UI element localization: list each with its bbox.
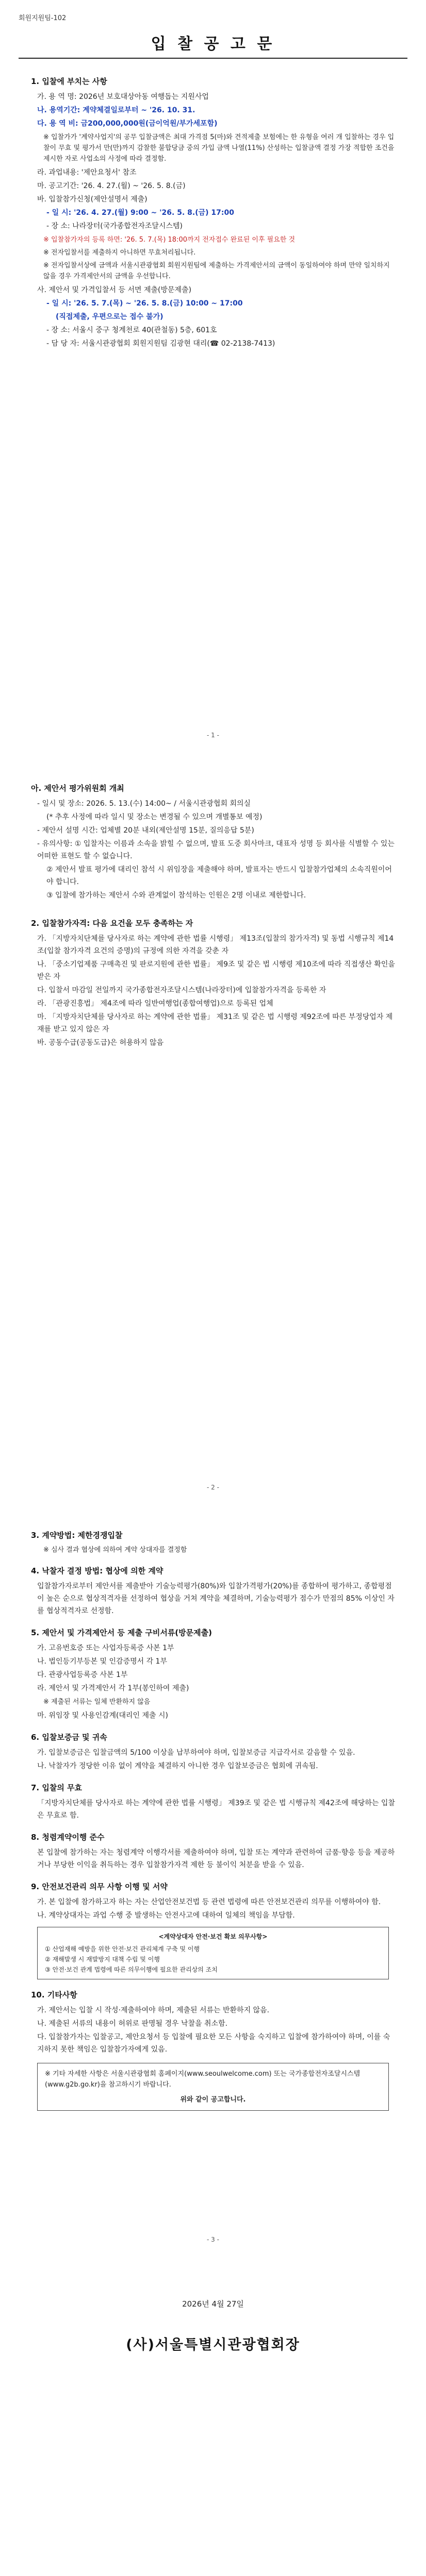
submission-place: - 장 소: 서울시 중구 청계천로 40(관철동) 5층, 601호 [46,326,217,334]
cost-note: ※ 입찰가가 '계약사업지'의 공무 입찰금액은 최대 가격점 5(마)와 견적제출 보험에는 한 유형을 여러 개 입찰하는 경우 입찰이 무효 및 평가서 만(만)까지 감찰한 불합당금 중의 가입 금액 나열(11%) 산성하는 입찰금액 결정 가장 적합한 조건을 제시한 자로 사업소의 사정에 따라 결정함. [43,133,395,163]
title-divider [19,58,407,59]
submission-time: - 일 시: '26. 5. 7.(목) ~ '26. 5. 8.(금) 10:00 ~ 17:00 [46,299,243,308]
section-8-title: 8. 청렴계약이행 준수 [31,1833,105,1842]
section-10-title: 10. 기타사항 [31,1990,77,1999]
misc-a: 가. 제안서는 입찰 시 작성·제출하여야 하며, 제출된 서류는 반환하지 않음. [37,2006,270,2014]
page-number: - 2 - [207,1484,219,1491]
proposal-submission: 사. 제안서 및 가격입찰서 등 서면 제출(방문제출) [37,286,192,294]
section-6-title: 6. 입찰보증금 및 귀속 [31,1733,107,1742]
section-7-title: 7. 입찰의 무효 [31,1783,83,1792]
document-page-2 [0,752,426,1504]
qualification-b: 나. 「중소기업제품 구매촉진 및 판로지원에 관한 법률」 제9조 및 같은 법 시행령 제10조에 따라 직접생산 확인을 받은 자 [37,960,395,981]
notice-date: 2026년 4월 27일 [182,2299,244,2309]
contact-person: - 담 당 자: 서울시관광협회 회원지원팀 김광현 대리(☎ 02-2138-7413) [46,340,275,348]
document-page-4 [0,2257,426,2576]
safety-box-item: ② 재해발생 시 재발방지 대책 수립 및 이행 [45,1956,160,1963]
qualification-f: 바. 공동수급(공동도급)은 허용하지 않음 [37,1039,164,1047]
document-page-1 [0,0,426,752]
caution-3: ③ 입찰에 참가하는 제안서 수와 관계없이 참석하는 인원은 2명 이내로 제한합니다. [46,891,306,900]
qualification-d: 라. 「관광진흥법」 제4조에 따라 일반여행업(종합여행업)으로 등록된 업체 [37,999,273,1008]
contract-note: ※ 심사 결과 협상에 의하여 계약 상대자를 결정함 [43,1546,187,1554]
qualification-c: 다. 입찰서 마감일 전일까지 국가종합전자조달시스템(나라장터)에 입찰참가자격을 등록한 자 [37,986,326,994]
doc-a: 가. 고유번호증 또는 사업자등록증 사본 1부 [37,1644,174,1652]
bid-note-1: ※ 입찰참가자의 등록 하면: '26. 5. 7.(목) 18:00까지 전자접수 완료된 이후 필요한 것 [43,236,296,244]
misc-b: 나. 제출된 서류의 내용이 허위로 판명될 경우 낙찰을 취소함. [37,2020,228,2028]
service-cost: 다. 용 역 비: 금200,000,000원(금이억원/부가세포함) [37,120,218,128]
evaluation-time: - 일시 및 장소: 2026. 5. 13.(수) 14:00~ / 서울시관광협회 회의실 [37,800,251,808]
doc-d-note: ※ 제출된 서류는 일체 반환하지 않음 [43,1698,151,1706]
doc-d: 라. 제안서 및 가격제안서 각 1부(봉인하여 제출) [37,1684,189,1692]
caution-1: - 유의사항: ① 입찰자는 이름과 소속을 밝힐 수 없으며, 발표 도중 회사마크, 대표자 성명 등 회사를 식별할 수 있는 어떠한 표현도 할 수 없습니다. [37,840,395,860]
task-content: 라. 과업내용: '제안요청서' 참조 [37,168,137,177]
document-number: 회원지원팀-102 [19,14,67,22]
qualification-e: 마. 「지방자치단체를 당사자로 하는 계약에 관한 법률」 제31조 및 같은 법 시행령 제92조에 따른 부정당업자 제재를 받고 있지 않은 자 [37,1013,393,1033]
award-method: 입찰참가자로부터 제안서를 제출받아 기술능력평가(80%)와 입찰가격평가(20%)를 종합하여 평가하고, 종합평점이 높은 순으로 협상적격자를 선정하여 협상을 거쳐 계약을 체결하며, 기술능력평가 점수가 만점의 85% 이상인 자를 협상적격자로 선정함. [37,1582,395,1615]
document-page-3 [0,1504,426,2257]
invalid-bid: 「지방자치단체를 당사자로 하는 계약에 관한 법률 시행령」 제39조 및 같은 법 시행규칙 제42조에 해당하는 입찰은 무효로 함. [37,1799,395,1820]
safety-a: 가. 본 입찰에 참가하고자 하는 자는 산업안전보건법 등 관련 법령에 따른 안전보건관리 의무를 이행하여야 함. [37,1898,381,1906]
safety-box-title: <계약상대자 안전·보건 확보 의무사항> [158,1933,268,1940]
safety-box [37,1927,389,1979]
section-3-title: 3. 계약방법: 제한경쟁입찰 [31,1531,123,1540]
section-5-title: 5. 제안서 및 가격제안서 등 제출 구비서류(방문제출) [31,1628,212,1637]
section-9-title: 9. 안전보건관리 의무 사항 이행 및 서약 [31,1882,168,1891]
evaluation-title: 아. 제안서 평가위원회 개최 [31,784,124,793]
doc-b: 나. 법인등기부등본 및 인감증명서 각 1부 [37,1657,167,1666]
section-1 [31,66,395,351]
qualification-a: 가. 「지방자치단체를 당사자로 하는 계약에 관한 법률 시행령」 제13조(입찰의 참가자격) 및 동법 시행규칙 제14조(입찰 참가자격 요건의 증명)의 규정에 의한 자격을 갖춘 자 [37,935,394,955]
presentation-time: - 제안서 설명 시간: 업체별 20분 내외(제안설명 15분, 질의응답 5분) [37,826,254,835]
bid-note-2: ※ 전자입찰서를 제출하지 아니하면 무효처리됩니다. [43,249,196,257]
section-evaluation [31,773,395,1050]
notice-box-closing: 위와 같이 공고합니다. [180,2096,246,2104]
document-title: 입 찰 공 고 문 [151,35,275,53]
deposit-b: 나. 낙찰자가 정당한 이유 없이 계약을 체결하지 아니한 경우 입찰보증금은 협회에 귀속됨. [37,1762,318,1770]
service-name: 가. 용 역 명: 2026년 보호대상아동 여행돕는 지원사업 [37,93,209,101]
misc-c: 다. 입찰참가자는 입찰공고, 제안요청서 등 입찰에 필요한 모든 사항을 숙지하고 입찰에 참가하여야 하며, 이를 숙지하지 못한 책임은 입찰참가자에게 있음. [37,2033,390,2054]
doc-c: 다. 관광사업등록증 사본 1부 [37,1671,128,1679]
bid-application-time: - 일 시: '26. 4. 27.(월) 9:00 ~ '26. 5. 8.(금) 17:00 [46,209,234,217]
safety-box-item: ① 산업재해 예방을 위한 안전·보건 관리체계 구축 및 이행 [45,1945,200,1953]
bid-application-place: - 장 소: 나라장터(국가종합전자조달시스템) [46,222,183,230]
page-number: - 1 - [207,732,219,739]
deposit-a: 가. 입찰보증금은 입찰금액의 5/100 이상을 납부하여야 하며, 입찰보증금 지급각서로 갈음할 수 있음. [37,1749,355,1757]
notice-box-text: ※ 기타 자세한 사항은 서울시관광협회 홈페이지(www.seoulwelcome.com) 또는 국가종합전자조달시스템(www.g2b.go.kr)을 참고하시기 바랍니다. [45,2070,361,2089]
section-3-to-10 [31,1520,395,2118]
safety-b: 나. 계약상대자는 과업 수행 중 발생하는 안전사고에 대하여 일체의 책임을 부담함. [37,1911,295,1920]
page-number: - 3 - [207,2236,219,2243]
section-4-title: 4. 낙찰자 결정 방법: 협상에 의한 계약 [31,1566,163,1575]
integrity-body: 본 입찰에 참가하는 자는 청렴계약 이행각서를 제출하여야 하며, 입찰 또는 계약과 관련하여 금품·향응 등을 제공하거나 부당한 이익을 취득하는 경우 입찰참가자격 제한 등 불이익 처분을 받을 수 있음. [37,1849,395,1869]
issuer-name: (사)서울특별시관광협회장 [126,2337,300,2353]
service-period: 나. 용역기간: 계약체결일로부터 ~ '26. 10. 31. [37,106,195,114]
bid-note-3: ※ 전자입찰서상에 금액과 서울시관광협회 회원지원팀에 제출하는 가격제안서의 금액이 동일하여야 하며 만약 일치하지 않을 경우 가격제안서의 금액을 우선합니다. [43,262,390,280]
notice-period: 마. 공고기간: '26. 4. 27.(월) ~ '26. 5. 8.(금) [37,182,186,190]
evaluation-time-note: (* 추후 사정에 따라 일시 및 장소는 변경될 수 있으며 개별통보 예정) [46,813,263,821]
section-1-title: 1. 입찰에 부치는 사항 [31,77,107,86]
caution-2: ② 제안서 발표 평가에 대리인 참석 시 위임장을 제출해야 하며, 발표자는 반드시 입찰참가업체의 소속직원이어야 합니다. [46,866,392,886]
bid-application: 바. 입찰참가신청(제안설명서 제출) [37,195,148,204]
doc-e: 마. 위임장 및 사용인감계(대리인 제출 시) [37,1711,169,1720]
signature-block [31,2277,395,2351]
notice-box [37,2063,389,2111]
safety-box-item: ③ 안전·보건 관계 법령에 따른 의무이행에 필요한 관리상의 조치 [45,1966,218,1973]
submission-method: (직접제출, 우편으로는 접수 불가) [56,313,163,321]
section-2-title: 2. 입찰참가자격: 다음 요건을 모두 충족하는 자 [31,919,193,928]
